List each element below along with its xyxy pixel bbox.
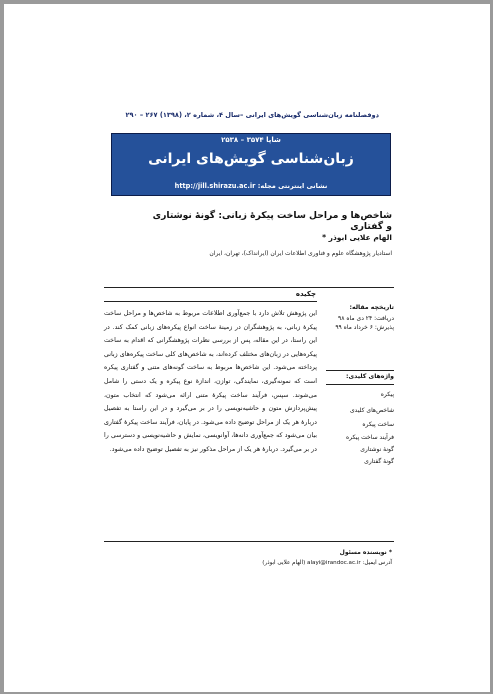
divider: [104, 301, 317, 302]
keyword-item: گونۀ گفتاری: [364, 458, 394, 465]
email-link[interactable]: alayi@irandoc.ac.ir: [307, 560, 361, 566]
keywords-label: واژه‌های کلیدی:: [346, 373, 394, 380]
site-url[interactable]: http://jill.shirazu.ac.ir: [174, 182, 256, 190]
keyword-item: فرآیند ساخت پیکره: [346, 434, 394, 441]
site-label: نشانی اینترنتی مجله:: [257, 182, 328, 190]
journal-banner: [111, 133, 391, 196]
received-date: دریافت: ۲۴ دی ماه ۹۸: [338, 315, 394, 322]
journal-site: [112, 182, 390, 190]
divider: [104, 287, 394, 288]
abstract-body: این پژوهش تلاش دارد با جمع‌آوری اطلاعات مربوط به شاخص‌ها و مراحل ساخت پیکرۀ زبانی، به پژوهشگران در زمینۀ ساخت انواع پیکره‌های زبانی کمک کند. در این راستا، در این مقاله، پس از بررسی نظرات پژوهشگرانی که اقدام به ساخت پیکره‌هایی در زبان‌های مختلف کرده‌اند، به شاخص‌های کلی ساخت پیکره‌های زبانی پرداخته می‌شود. این شاخص‌ها مربوط به ساخت گونه‌های متنی و گفتاری پیکره است که نمونه‌گیری، نمایندگی، توازن، اندازۀ نوع پیکره و یک دستی را شامل می‌شوند. سپس، فرآیند ساخت پیکرۀ متنی ارائه می‌شود که انتخاب متون، پیش‌پردازش متون و حاشیه‌نویسی را در بر می‌گیرد و در این راستا به تفصیل دربارۀ هر یک از مراحل توضیح داده می‌شود. در پایان، فرآیند ساخت پیکرۀ گفتاری بیان می‌شود که جمع‌آوری دانه‌ها، آوانویسی، نمایش و حاشیه‌نویسی و دسترسی را در بر می‌گیرد. دربارۀ هر یک از مراحل مذکور نیز به تفصیل توضیح داده می‌شود.: [104, 310, 317, 453]
email-label: آدرس ایمیل:: [362, 560, 392, 566]
email-owner: (الهام علایی ابوذر): [262, 560, 306, 566]
divider: [326, 384, 394, 385]
abstract-heading: چکیده: [295, 290, 316, 298]
divider: [104, 541, 394, 542]
keyword-item: ساخت پیکره: [362, 421, 394, 428]
journal-page: [4, 4, 490, 692]
corresponding-email: [224, 560, 392, 566]
history-label: تاریخچه مقاله:: [349, 304, 394, 311]
divider: [326, 370, 394, 371]
corresponding-author-note: * نویسنده مسئول: [339, 549, 392, 556]
issn: شاپا ۳۵۷۴ – ۲۵۳۸: [221, 136, 281, 144]
running-head: دوفصلنامه زبان‌شناسی گویش‌های ایرانی –سال ۴، شماره ۲، (۱۳۹۸) ۲۶۷ – ۲۹۰: [125, 111, 379, 119]
author-name: الهام علایی ابوذر *: [322, 233, 392, 242]
accepted-date: پذیرش: ۶ خرداد ماه ۹۹: [335, 324, 394, 331]
author-affiliation: استادیار پژوهشگاه علوم و فناوری اطلاعات ایران (ایرانداک)، تهران، ایران: [209, 250, 392, 257]
keyword-item: پیکره: [380, 391, 394, 398]
paper-title: شاخص‌ها و مراحل ساخت پیکرۀ زبانی: گونۀ نوشتاری و گفتاری: [152, 210, 392, 232]
keyword-item: گونۀ نوشتاری: [360, 446, 394, 453]
keyword-item: شاخص‌های کلیدی: [349, 407, 394, 414]
journal-title: زبان‌شناسی گویش‌های ایرانی: [148, 151, 354, 167]
